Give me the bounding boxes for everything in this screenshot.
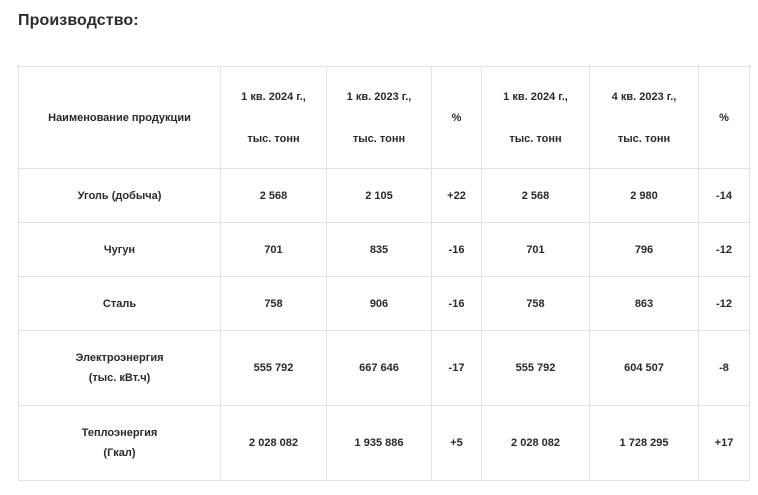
header-col-q1-2024-b — [482, 67, 590, 169]
table-row — [19, 277, 750, 331]
header-unit: тыс. тонн — [352, 132, 406, 145]
cell-value: 604 507 — [590, 331, 699, 406]
cell-value: 667 646 — [327, 331, 432, 406]
cell-percent: -16 — [432, 277, 482, 331]
cell-value: 555 792 — [482, 331, 590, 406]
table-row — [19, 169, 750, 223]
header-product: Наименование продукции — [19, 67, 221, 169]
header-col-q1-2023 — [327, 67, 432, 169]
header-col-q1-2024 — [221, 67, 327, 169]
cell-percent: -12 — [699, 223, 750, 277]
cell-percent: -12 — [699, 277, 750, 331]
cell-value: 906 — [327, 277, 432, 331]
cell-value: 555 792 — [221, 331, 327, 406]
header-period: 1 кв. 2024 г., — [241, 90, 306, 103]
cell-value: 758 — [482, 277, 590, 331]
cell-value: 2 105 — [327, 169, 432, 223]
product-name-text: Теплоэнергия — [81, 427, 158, 439]
cell-value: 2 028 082 — [482, 406, 590, 481]
header-unit: тыс. тонн — [617, 132, 671, 145]
header-unit: тыс. тонн — [509, 132, 562, 145]
cell-percent: -8 — [699, 331, 750, 406]
header-percent: % — [699, 67, 750, 169]
table-header-row — [19, 67, 750, 169]
cell-value: 2 568 — [221, 169, 327, 223]
row-product-name: Чугун — [19, 223, 221, 277]
header-col-q4-2023 — [590, 67, 699, 169]
cell-value: 2 980 — [590, 169, 699, 223]
cell-value: 2 568 — [482, 169, 590, 223]
header-unit: тыс. тонн — [247, 132, 300, 145]
header-period: 1 кв. 2024 г., — [503, 90, 568, 103]
cell-percent: -14 — [699, 169, 750, 223]
cell-value: 758 — [221, 277, 327, 331]
product-name-text: Электроэнергия — [75, 352, 164, 364]
header-percent: % — [432, 67, 482, 169]
cell-value: 863 — [590, 277, 699, 331]
header-period: 4 кв. 2023 г., — [611, 90, 677, 103]
row-product-name — [19, 406, 221, 481]
header-period: 1 кв. 2023 г., — [346, 90, 412, 103]
product-unit-text: (тыс. кВт.ч) — [88, 372, 151, 384]
row-product-name: Сталь — [19, 277, 221, 331]
table-row — [19, 223, 750, 277]
cell-value: 1 728 295 — [590, 406, 699, 481]
cell-percent: -16 — [432, 223, 482, 277]
table-row — [19, 331, 750, 406]
section-title: Производство: — [18, 12, 139, 29]
cell-percent: +5 — [432, 406, 482, 481]
cell-value: 1 935 886 — [327, 406, 432, 481]
row-product-name — [19, 331, 221, 406]
cell-value: 796 — [590, 223, 699, 277]
production-table — [18, 66, 750, 481]
cell-value: 701 — [221, 223, 327, 277]
cell-value: 701 — [482, 223, 590, 277]
row-product-name: Уголь (добыча) — [19, 169, 221, 223]
cell-percent: -17 — [432, 331, 482, 406]
cell-value: 835 — [327, 223, 432, 277]
cell-percent: +17 — [699, 406, 750, 481]
table-row — [19, 406, 750, 481]
cell-percent: +22 — [432, 169, 482, 223]
product-unit-text: (Гкал) — [103, 447, 136, 459]
cell-value: 2 028 082 — [221, 406, 327, 481]
